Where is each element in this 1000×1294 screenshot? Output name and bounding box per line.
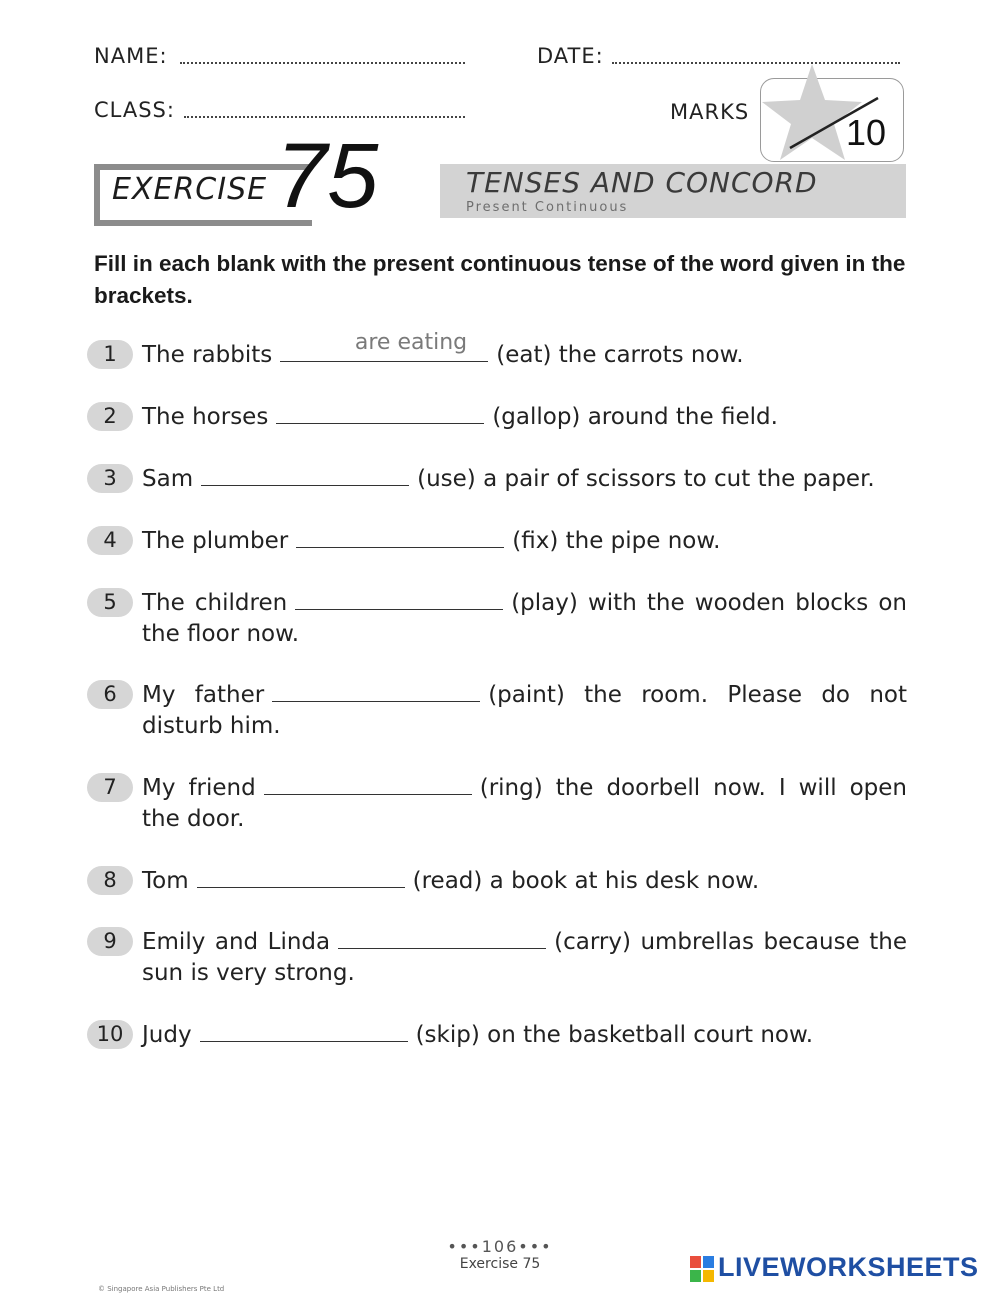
question-5: The children (play) with the wooden blocks on the floor now. <box>142 587 907 650</box>
answer-blank[interactable] <box>296 525 504 548</box>
question-number: 1 <box>87 340 133 369</box>
class-label: CLASS: <box>94 98 175 122</box>
instructions: Fill in each blank with the present continuous tense of the word given in the brackets. <box>94 251 906 308</box>
name-line[interactable] <box>180 62 465 64</box>
question-number: 3 <box>87 464 133 493</box>
exercise-word: EXERCISE <box>112 172 268 207</box>
question-number: 9 <box>87 927 133 956</box>
exercise-number: 75 <box>276 125 379 227</box>
question-number: 6 <box>87 680 133 709</box>
question-number: 8 <box>87 866 133 895</box>
marks-total: 10 <box>846 112 887 153</box>
class-line[interactable] <box>184 116 465 118</box>
brand-logo[interactable]: LIVEWORKSHEETS <box>718 1252 979 1282</box>
marks-label: MARKS <box>670 100 750 124</box>
answer-text[interactable]: are eating <box>354 330 468 355</box>
date-label: DATE: <box>537 44 604 68</box>
answer-blank[interactable] <box>201 463 409 486</box>
question-number: 2 <box>87 402 133 431</box>
question-9: Emily and Linda (carry) umbrellas because the sun is very strong. <box>142 926 907 989</box>
answer-blank[interactable] <box>272 679 480 702</box>
question-3: Sam (use) a pair of scissors to cut the paper. <box>142 463 907 495</box>
question-number: 5 <box>87 588 133 617</box>
question-10: Judy (skip) on the basketball court now. <box>142 1019 907 1051</box>
answer-blank[interactable] <box>276 401 484 424</box>
question-number: 7 <box>87 773 133 802</box>
liveworksheets-logo-icon <box>690 1256 714 1282</box>
copyright: © Singapore Asia Publishers Pte Ltd <box>98 1285 225 1293</box>
question-8: Tom (read) a book at his desk now. <box>142 865 907 897</box>
footer-exercise: Exercise 75 <box>459 1256 541 1272</box>
question-2: The horses (gallop) around the field. <box>142 401 907 433</box>
topic-title: TENSES AND CONCORD <box>466 166 818 199</box>
topic-subtitle: Present Continuous <box>466 200 629 215</box>
question-6: My father (paint) the room. Please do not disturb him. <box>142 679 907 742</box>
question-number: 10 <box>87 1020 133 1049</box>
answer-blank[interactable] <box>200 1019 408 1042</box>
answer-blank[interactable] <box>264 772 472 795</box>
name-label: NAME: <box>94 44 168 68</box>
page-number: •••106••• <box>447 1237 553 1256</box>
question-number: 4 <box>87 526 133 555</box>
answer-blank[interactable] <box>338 926 546 949</box>
answer-blank[interactable] <box>295 587 503 610</box>
question-1: The rabbits (eat) the carrots now. <box>142 339 907 371</box>
question-4: The plumber (fix) the pipe now. <box>142 525 907 557</box>
question-7: My friend (ring) the doorbell now. I will open the door. <box>142 772 907 835</box>
answer-blank[interactable] <box>197 865 405 888</box>
